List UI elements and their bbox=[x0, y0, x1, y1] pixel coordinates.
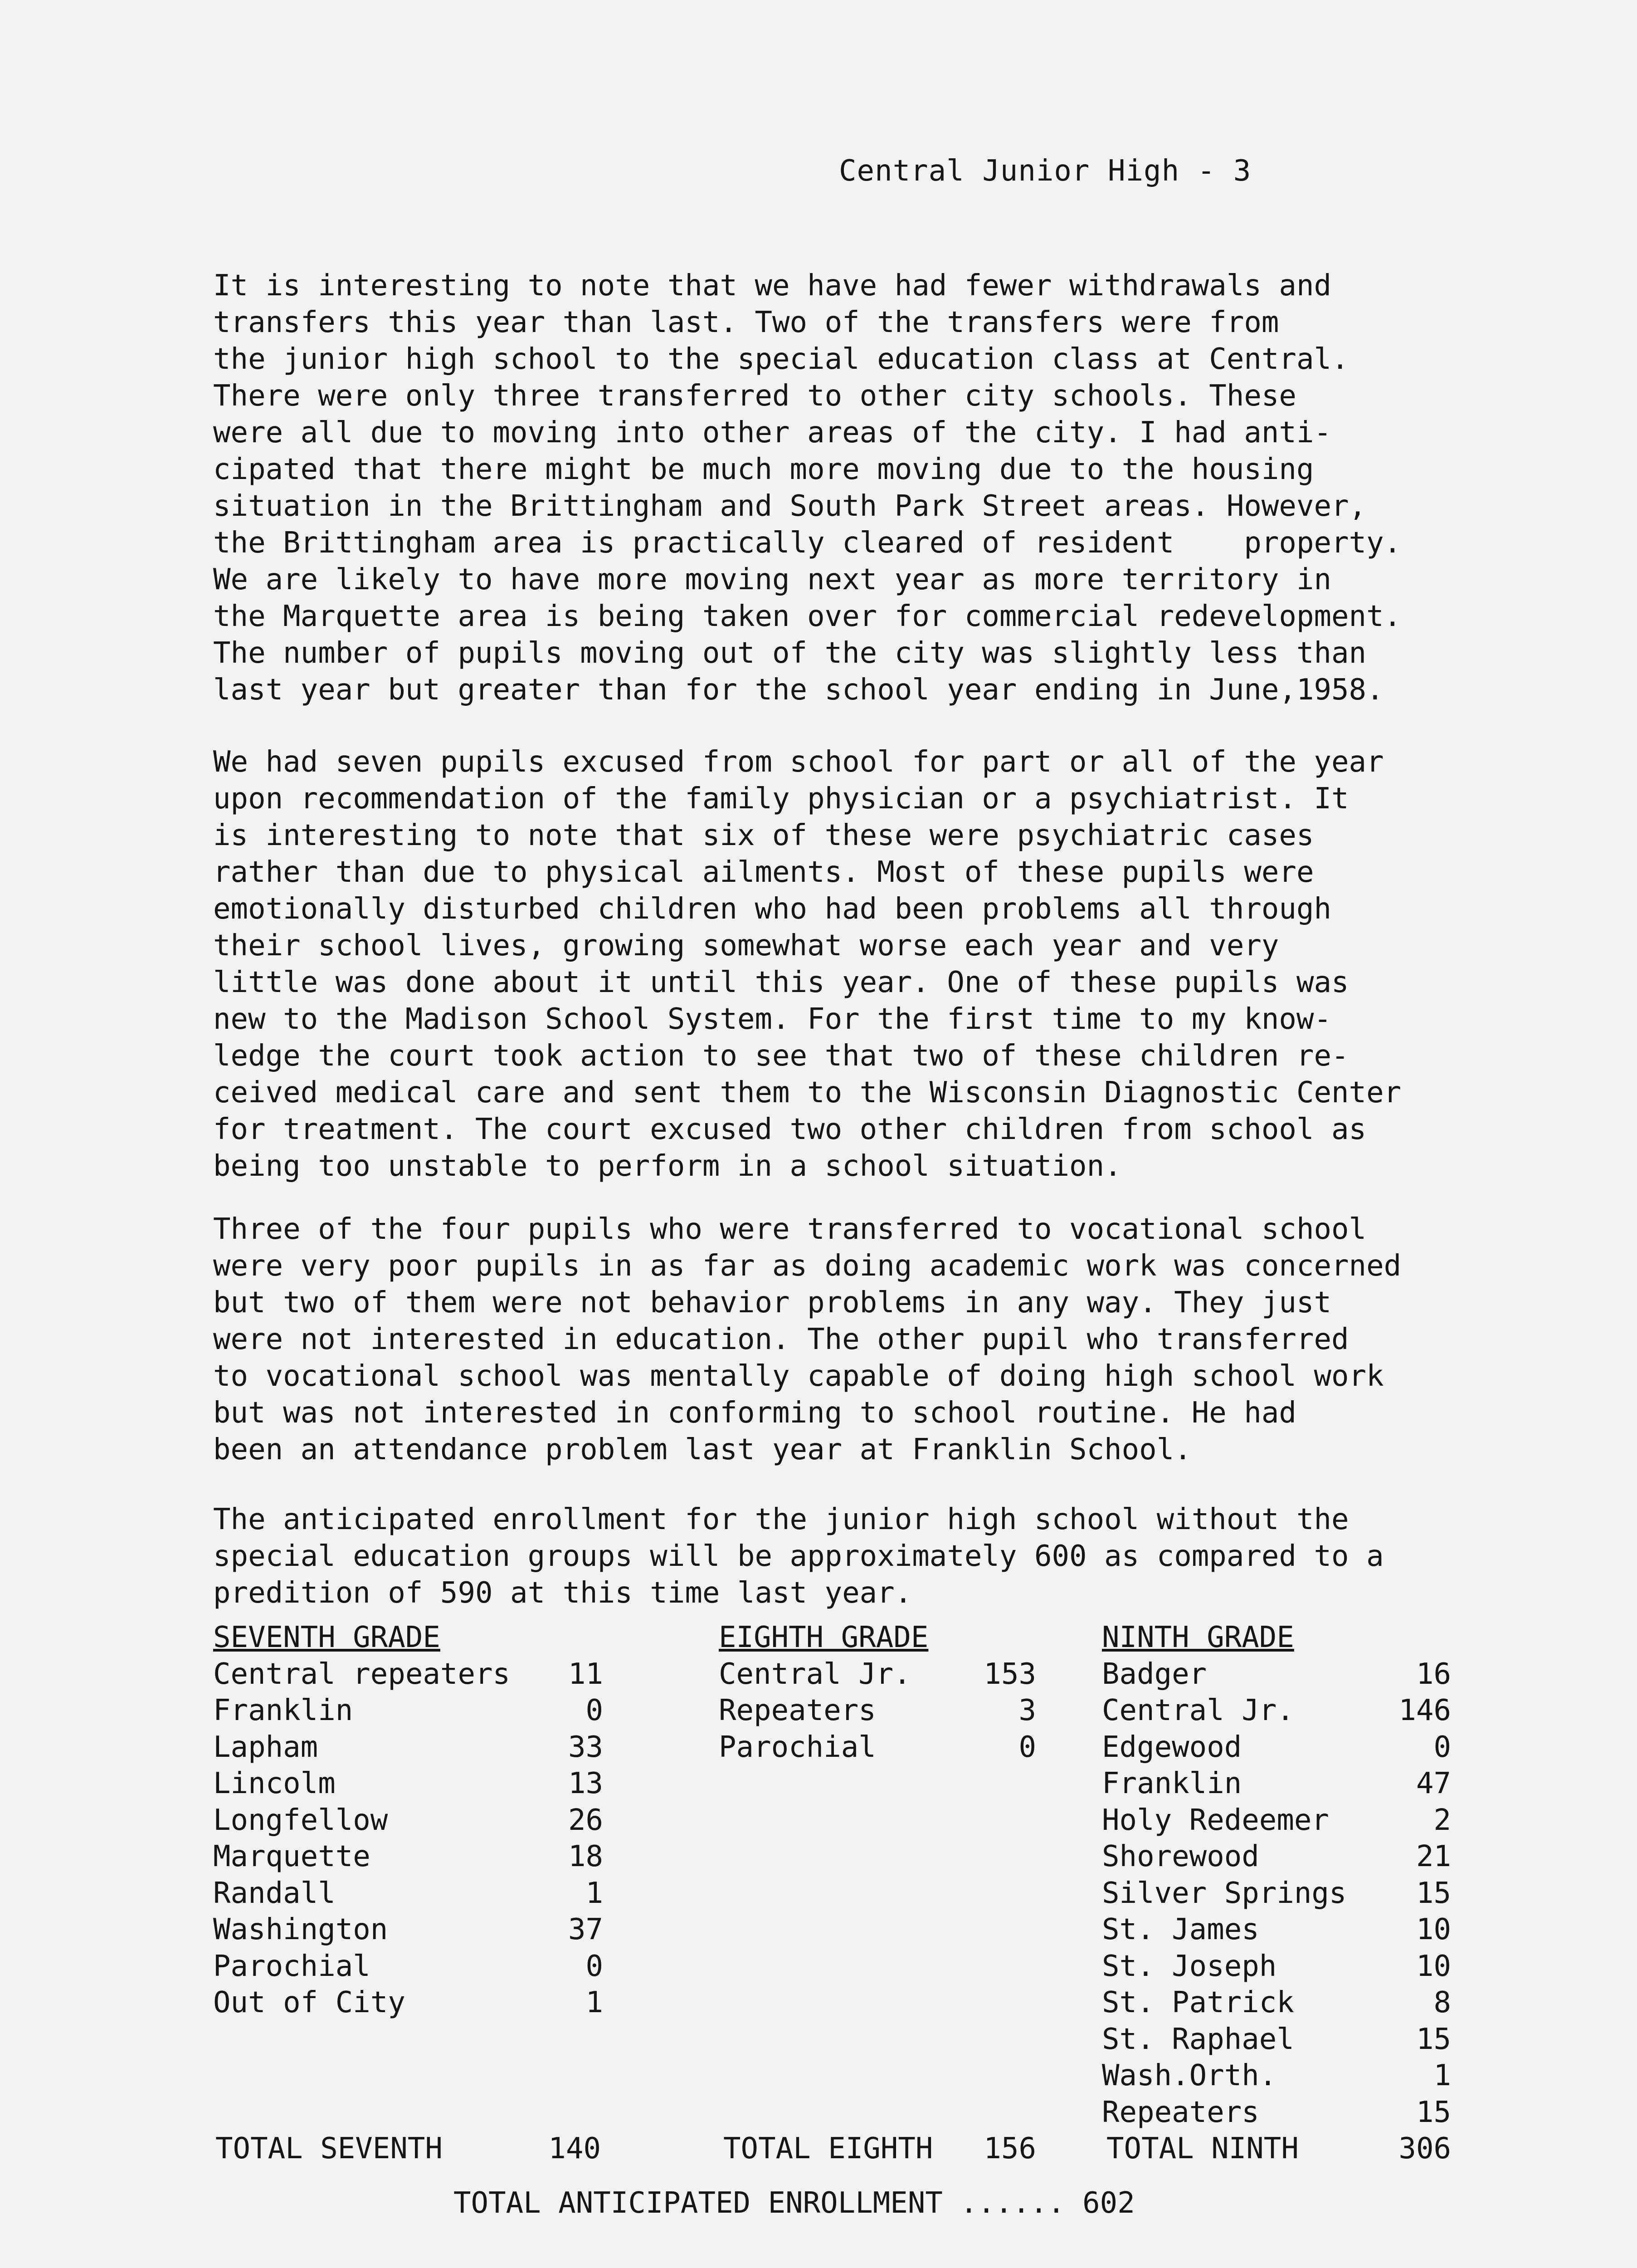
school-name: Randall bbox=[213, 1876, 336, 1910]
enrollment-row bbox=[719, 1656, 1036, 1693]
enrollment-row bbox=[1102, 1984, 1451, 2021]
text-line: for treatment. The court excused two other children from school as bbox=[213, 1113, 1367, 1146]
text-line: little was done about it until this year. One of these pupils was bbox=[213, 966, 1349, 999]
text-line: situation in the Brittingham and South Park Street areas. However, bbox=[213, 489, 1367, 523]
text-line: is interesting to note that six of these were psychiatric cases bbox=[213, 819, 1314, 852]
enrollment-row bbox=[213, 1838, 603, 1875]
grand-total bbox=[453, 2186, 1135, 2220]
pupil-count: 3 bbox=[1018, 1694, 1036, 1727]
enrollment-row bbox=[213, 1692, 603, 1729]
text-line: were not interested in education. The other pupil who transferred bbox=[213, 1323, 1349, 1356]
pupil-count: 15 bbox=[1416, 2095, 1451, 2129]
pupil-count: 13 bbox=[568, 1767, 603, 1800]
text-line: Three of the four pupils who were transferred to vocational school bbox=[213, 1212, 1367, 1246]
text-line: ceived medical care and sent them to the Wisconsin Diagnostic Center bbox=[213, 1076, 1402, 1110]
pupil-count: 1 bbox=[1433, 2059, 1451, 2092]
school-name: Longfellow bbox=[213, 1803, 388, 1837]
pupil-count: 0 bbox=[585, 1949, 603, 1983]
school-name: Parochial bbox=[213, 1949, 370, 1983]
school-name: Badger bbox=[1102, 1657, 1207, 1691]
total-seventh bbox=[215, 2132, 601, 2165]
pupil-count: 10 bbox=[1416, 1913, 1451, 1946]
text-line: but was not interested in conforming to school routine. He had bbox=[213, 1396, 1296, 1430]
text-line: We are likely to have more moving next year as more territory in bbox=[213, 563, 1331, 596]
school-name: Lincolm bbox=[213, 1767, 336, 1800]
school-name: St. Joseph bbox=[1102, 1949, 1277, 1983]
ninth-grade-heading: NINTH GRADE bbox=[1102, 1621, 1294, 1654]
pupil-count: 37 bbox=[568, 1913, 603, 1946]
text-line: transfers this year than last. Two of the transfers were from bbox=[213, 306, 1279, 339]
paragraph-vocational-transfers bbox=[213, 1211, 1460, 1468]
paragraph-anticipated-enrollment bbox=[213, 1501, 1460, 1612]
enrollment-row bbox=[1102, 1911, 1451, 1948]
text-line: being too unstable to perform in a school situation. bbox=[213, 1149, 1122, 1183]
school-name: Franklin bbox=[213, 1694, 353, 1727]
seventh-grade-heading: SEVENTH GRADE bbox=[213, 1621, 440, 1654]
text-line: new to the Madison School System. For the first time to my know- bbox=[213, 1002, 1331, 1036]
pupil-count: 10 bbox=[1416, 1949, 1451, 1983]
total-label: TOTAL SEVENTH bbox=[215, 2132, 443, 2165]
pupil-count: 15 bbox=[1416, 1876, 1451, 1910]
school-name: St. Raphael bbox=[1102, 2022, 1294, 2056]
pupil-count: 0 bbox=[1018, 1730, 1036, 1764]
text-line: The anticipated enrollment for the junior high school without the bbox=[213, 1503, 1349, 1536]
school-name: Repeaters bbox=[1102, 2095, 1259, 2129]
pupil-count: 21 bbox=[1416, 1840, 1451, 1873]
page-header: Central Junior High - 3 bbox=[839, 154, 1252, 188]
school-name: Washington bbox=[213, 1913, 388, 1946]
pupil-count: 18 bbox=[568, 1840, 603, 1873]
enrollment-row bbox=[1102, 2058, 1451, 2094]
paragraph-excused-pupils bbox=[213, 744, 1460, 1185]
text-line: been an attendance problem last year at Franklin School. bbox=[213, 1433, 1192, 1466]
text-line: their school lives, growing somewhat worse each year and very bbox=[213, 929, 1279, 963]
text-line: special education groups will be approximately 600 as compared to a bbox=[213, 1540, 1384, 1573]
pupil-count: 0 bbox=[585, 1694, 603, 1727]
text-line: There were only three transferred to other city schools. These bbox=[213, 379, 1296, 413]
pupil-count: 33 bbox=[568, 1730, 603, 1764]
total-value: 156 bbox=[984, 2132, 1036, 2165]
total-value: 140 bbox=[548, 2132, 601, 2165]
enrollment-row bbox=[1102, 1765, 1451, 1802]
text-line: It is interesting to note that we have had fewer withdrawals and bbox=[213, 269, 1331, 303]
school-name: Shorewood bbox=[1102, 1840, 1259, 1873]
enrollment-row bbox=[1102, 1838, 1451, 1875]
school-name: Central repeaters bbox=[213, 1657, 511, 1691]
school-name: Central Jr. bbox=[1102, 1694, 1294, 1727]
school-name: Silver Springs bbox=[1102, 1876, 1347, 1910]
ninth-grade-column bbox=[1102, 1619, 1451, 2131]
school-name: Wash.Orth. bbox=[1102, 2059, 1277, 2092]
enrollment-row bbox=[213, 1984, 603, 2021]
school-name: Marquette bbox=[213, 1840, 370, 1873]
school-name: St. Patrick bbox=[1102, 1986, 1294, 2019]
text-line: were all due to moving into other areas of the city. I had anti- bbox=[213, 416, 1331, 450]
seventh-grade-column bbox=[213, 1619, 603, 2021]
text-line: last year but greater than for the school year ending in June,1958. bbox=[213, 673, 1384, 707]
pupil-count: 11 bbox=[568, 1657, 603, 1691]
text-line: to vocational school was mentally capable of doing high school work bbox=[213, 1359, 1384, 1393]
school-name: Parochial bbox=[719, 1730, 876, 1764]
enrollment-row bbox=[213, 1729, 603, 1766]
text-line: the Brittingham area is practically cleared of resident property. bbox=[213, 526, 1402, 560]
enrollment-row bbox=[1102, 1802, 1451, 1839]
text-line: were very poor pupils in as far as doing academic work was concerned bbox=[213, 1249, 1402, 1283]
enrollment-row bbox=[213, 1911, 603, 1948]
enrollment-row bbox=[1102, 2021, 1451, 2058]
pupil-count: 153 bbox=[984, 1657, 1036, 1691]
pupil-count: 47 bbox=[1416, 1767, 1451, 1800]
grand-total-value: 602 bbox=[1082, 2186, 1135, 2220]
pupil-count: 15 bbox=[1416, 2022, 1451, 2056]
pupil-count: 1 bbox=[585, 1876, 603, 1910]
enrollment-row bbox=[1102, 2094, 1451, 2131]
enrollment-row bbox=[1102, 1948, 1451, 1985]
text-line: The number of pupils moving out of the city was slightly less than bbox=[213, 636, 1367, 670]
school-name: Out of City bbox=[213, 1986, 405, 2019]
text-line: the Marquette area is being taken over for commercial redevelopment. bbox=[213, 600, 1402, 633]
enrollment-row bbox=[213, 1765, 603, 1802]
pupil-count: 2 bbox=[1433, 1803, 1451, 1837]
enrollment-row bbox=[1102, 1692, 1451, 1729]
pupil-count: 146 bbox=[1398, 1694, 1451, 1727]
enrollment-row bbox=[1102, 1656, 1451, 1693]
text-line: cipated that there might be much more moving due to the housing bbox=[213, 453, 1314, 486]
eighth-grade-column bbox=[719, 1619, 1036, 1765]
eighth-grade-heading: EIGHTH GRADE bbox=[719, 1621, 929, 1654]
text-line: predition of 590 at this time last year. bbox=[213, 1576, 912, 1610]
text-line: the junior high school to the special education class at Central. bbox=[213, 342, 1349, 376]
pupil-count: 8 bbox=[1433, 1986, 1451, 2019]
enrollment-row bbox=[213, 1802, 603, 1839]
text-line: rather than due to physical ailments. Most of these pupils were bbox=[213, 855, 1314, 889]
enrollment-row bbox=[213, 1948, 603, 1985]
enrollment-row bbox=[213, 1875, 603, 1912]
school-name: Franklin bbox=[1102, 1767, 1242, 1800]
school-name: Repeaters bbox=[719, 1694, 876, 1727]
enrollment-row bbox=[1102, 1875, 1451, 1912]
school-name: Lapham bbox=[213, 1730, 318, 1764]
pupil-count: 26 bbox=[568, 1803, 603, 1837]
pupil-count: 1 bbox=[585, 1986, 603, 2019]
pupil-count: 0 bbox=[1433, 1730, 1451, 1764]
school-name: Edgewood bbox=[1102, 1730, 1242, 1764]
text-line: but two of them were not behavior problems in any way. They just bbox=[213, 1286, 1331, 1320]
enrollment-row bbox=[213, 1656, 603, 1693]
paragraph-withdrawals bbox=[213, 268, 1460, 709]
total-value: 306 bbox=[1398, 2132, 1451, 2165]
pupil-count: 16 bbox=[1416, 1657, 1451, 1691]
text-line: upon recommendation of the family physician or a psychiatrist. It bbox=[213, 782, 1349, 816]
enrollment-row bbox=[719, 1729, 1036, 1766]
enrollment-row bbox=[719, 1692, 1036, 1729]
total-eighth bbox=[723, 2132, 1036, 2165]
text-line: We had seven pupils excused from school for part or all of the year bbox=[213, 745, 1384, 779]
text-line: emotionally disturbed children who had been problems all through bbox=[213, 892, 1331, 926]
school-name: Central Jr. bbox=[719, 1657, 911, 1691]
grand-total-label: TOTAL ANTICIPATED ENROLLMENT ...... bbox=[453, 2186, 1065, 2220]
enrollment-row bbox=[1102, 1729, 1451, 1766]
school-name: Holy Redeemer bbox=[1102, 1803, 1329, 1837]
total-label: TOTAL NINTH bbox=[1106, 2132, 1299, 2165]
text-line: ledge the court took action to see that two of these children re- bbox=[213, 1039, 1349, 1073]
total-ninth bbox=[1106, 2132, 1451, 2165]
school-name: St. James bbox=[1102, 1913, 1259, 1946]
total-label: TOTAL EIGHTH bbox=[723, 2132, 933, 2165]
